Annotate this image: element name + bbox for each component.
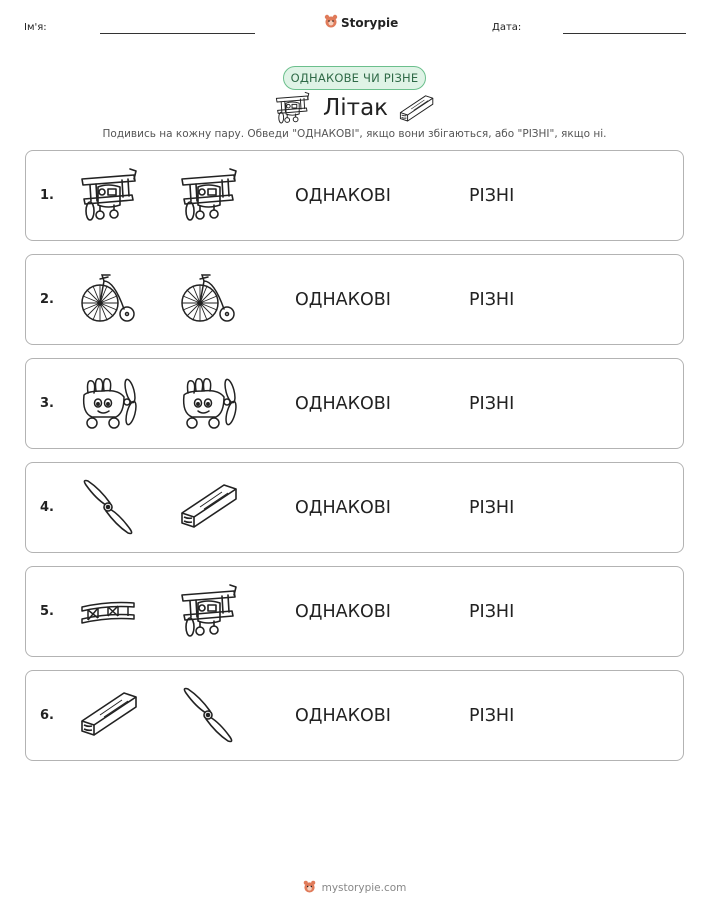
bear-icon: [324, 14, 338, 31]
cartoon-plane-icon: [78, 373, 138, 433]
different-option[interactable]: РІЗНІ: [469, 290, 515, 310]
exercise-row: [25, 358, 684, 449]
different-option[interactable]: РІЗНІ: [469, 186, 515, 206]
footer-site: mystorypie.com: [321, 882, 407, 894]
penny-farthing-bicycle-icon: [178, 269, 238, 329]
wood-plank-icon: [178, 477, 238, 537]
same-option[interactable]: ОДНАКОВІ: [295, 706, 391, 726]
bear-icon: [303, 880, 316, 896]
row-number: 2.: [40, 292, 54, 307]
name-label: Ім'я:: [24, 22, 47, 33]
row-number: 5.: [40, 604, 54, 619]
wing-frame-icon: [78, 581, 138, 641]
exercise-row: [25, 566, 684, 657]
same-option[interactable]: ОДНАКОВІ: [295, 290, 391, 310]
row-number: 1.: [40, 188, 54, 203]
different-option[interactable]: РІЗНІ: [469, 602, 515, 622]
biplane-icon: [78, 165, 138, 225]
same-option[interactable]: ОДНАКОВІ: [295, 498, 391, 518]
biplane-icon: [274, 90, 310, 126]
propeller-icon: [178, 685, 238, 745]
cartoon-plane-icon: [178, 373, 238, 433]
penny-farthing-bicycle-icon: [78, 269, 138, 329]
biplane-icon: [178, 581, 238, 641]
exercise-row: [25, 462, 684, 553]
instructions: Подивись на кожну пару. Обведи "ОДНАКОВІ", якщо вони збігаються, або "РІЗНІ", якщо ні.: [102, 128, 607, 140]
different-option[interactable]: РІЗНІ: [469, 498, 515, 518]
different-option[interactable]: РІЗНІ: [469, 394, 515, 414]
exercise-row: [25, 670, 684, 761]
name-input-line[interactable]: [100, 33, 255, 34]
date-input-line[interactable]: [563, 33, 686, 34]
date-label: Дата:: [492, 22, 522, 33]
biplane-icon: [178, 165, 238, 225]
wood-plank-icon: [78, 685, 138, 745]
wood-plank-icon: [398, 91, 434, 127]
footer: [0, 880, 709, 896]
same-option[interactable]: ОДНАКОВІ: [295, 602, 391, 622]
different-option[interactable]: РІЗНІ: [469, 706, 515, 726]
row-number: 4.: [40, 500, 54, 515]
row-number: 6.: [40, 708, 54, 723]
worksheet-type-badge: ОДНАКОВЕ ЧИ РІЗНЕ: [283, 66, 426, 90]
exercise-row: [25, 150, 684, 241]
row-number: 3.: [40, 396, 54, 411]
same-option[interactable]: ОДНАКОВІ: [295, 394, 391, 414]
propeller-icon: [78, 477, 138, 537]
exercise-row: [25, 254, 684, 345]
same-option[interactable]: ОДНАКОВІ: [295, 186, 391, 206]
brand-logo: [324, 14, 398, 31]
page-title: Літак: [323, 95, 389, 121]
brand-name: Storypie: [341, 15, 399, 30]
